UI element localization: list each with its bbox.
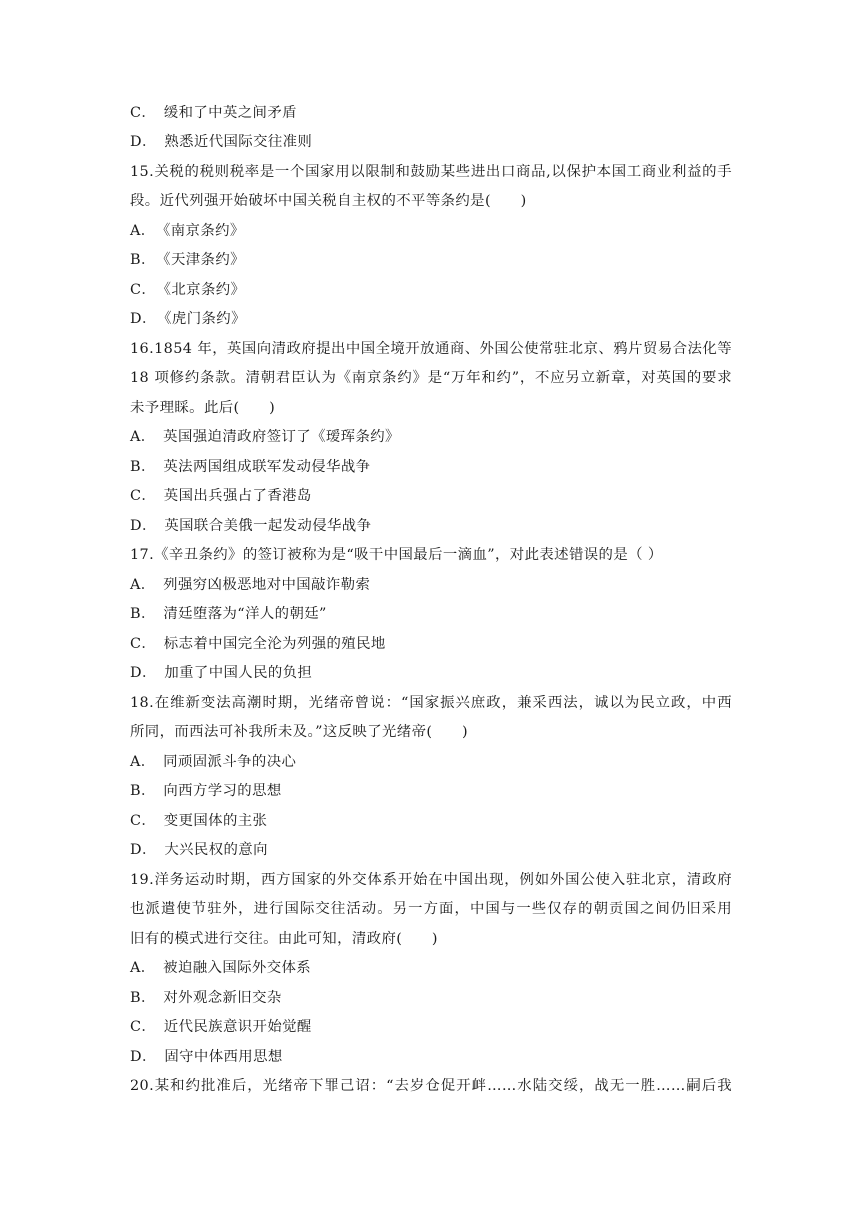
- question-20-line-1: 20.某和约批准后，光绪帝下罪己诏：“去岁仓促开衅……水陆交绥，战无一胜……嗣后我: [130, 1078, 732, 1094]
- option-16c: C． 英国出兵强占了香港岛: [130, 488, 312, 504]
- question-16-line-3: 未予理睬。此后( ): [130, 400, 276, 416]
- question-15-line-2: 段。近代列强开始破坏中国关税自主权的不平等条约是( ): [130, 193, 527, 209]
- question-19-line-2: 也派遣使节驻外，进行国际交往活动。另一方面，中国与一些仅存的朝贡国之间仍旧采用: [130, 901, 732, 917]
- question-16-line-2: 18 项修约条款。清朝君臣认为《南京条约》是“万年和约”，不应另立新章，对英国的要求: [130, 370, 732, 386]
- option-17c: C． 标志着中国完全沦为列强的殖民地: [130, 636, 386, 652]
- option-17d: D． 加重了中国人民的负担: [130, 665, 313, 681]
- option-15b: B． 《天津条约》: [130, 252, 245, 268]
- question-15-line-1: 15.关税的税则税率是一个国家用以限制和鼓励某些进出口商品,以保护本国工商业利益的手: [130, 164, 732, 180]
- option-19b: B． 对外观念新旧交杂: [130, 990, 282, 1006]
- option-18b: B． 向西方学习的思想: [130, 783, 282, 799]
- option-19c: C． 近代民族意识开始觉醒: [130, 1019, 312, 1035]
- question-19-line-1: 19.洋务运动时期，西方国家的外交体系开始在中国出现，例如外国公使入驻北京，清政府: [130, 872, 732, 888]
- option-14d: D． 熟悉近代国际交往准则: [130, 134, 313, 150]
- option-16d: D． 英国联合美俄一起发动侵华战争: [130, 518, 372, 534]
- option-17a: A． 列强穷凶极恶地对中国敲诈勒索: [130, 577, 371, 593]
- option-18c: C． 变更国体的主张: [130, 813, 268, 829]
- option-15d: D． 《虎门条约》: [130, 311, 246, 327]
- question-17: 17.《辛丑条约》的签订被称为是“吸干中国最后一滴血”，对此表述错误的是（ ）: [130, 547, 663, 563]
- option-19a: A． 被迫融入国际外交体系: [130, 960, 312, 976]
- option-16a: A． 英国强迫清政府签订了《瑷珲条约》: [130, 429, 400, 445]
- option-19d: D． 固守中体西用思想: [130, 1049, 283, 1065]
- question-19-line-3: 旧有的模式进行交往。由此可知，清政府( ): [130, 931, 438, 947]
- option-14c: C． 缓和了中英之间矛盾: [130, 105, 297, 121]
- option-18a: A． 同顽固派斗争的决心: [130, 754, 297, 770]
- question-18-line-2: 所同，而西法可补我所未及。”这反映了光绪帝( ): [130, 724, 468, 740]
- question-16-line-1: 16.1854 年，英国向清政府提出中国全境开放通商、外国公使常驻北京、鸦片贸易合法化等: [130, 341, 732, 357]
- option-17b: B． 清廷堕落为“洋人的朝廷”: [130, 606, 327, 622]
- option-16b: B． 英法两国组成联军发动侵华战争: [130, 459, 371, 475]
- option-18d: D． 大兴民权的意向: [130, 842, 268, 858]
- option-15a: A． 《南京条约》: [130, 223, 245, 239]
- option-15c: C． 《北京条约》: [130, 282, 246, 298]
- question-18-line-1: 18.在维新变法高潮时期，光绪帝曾说：“国家振兴庶政，兼采西法，诚以为民立政，中西: [130, 695, 732, 711]
